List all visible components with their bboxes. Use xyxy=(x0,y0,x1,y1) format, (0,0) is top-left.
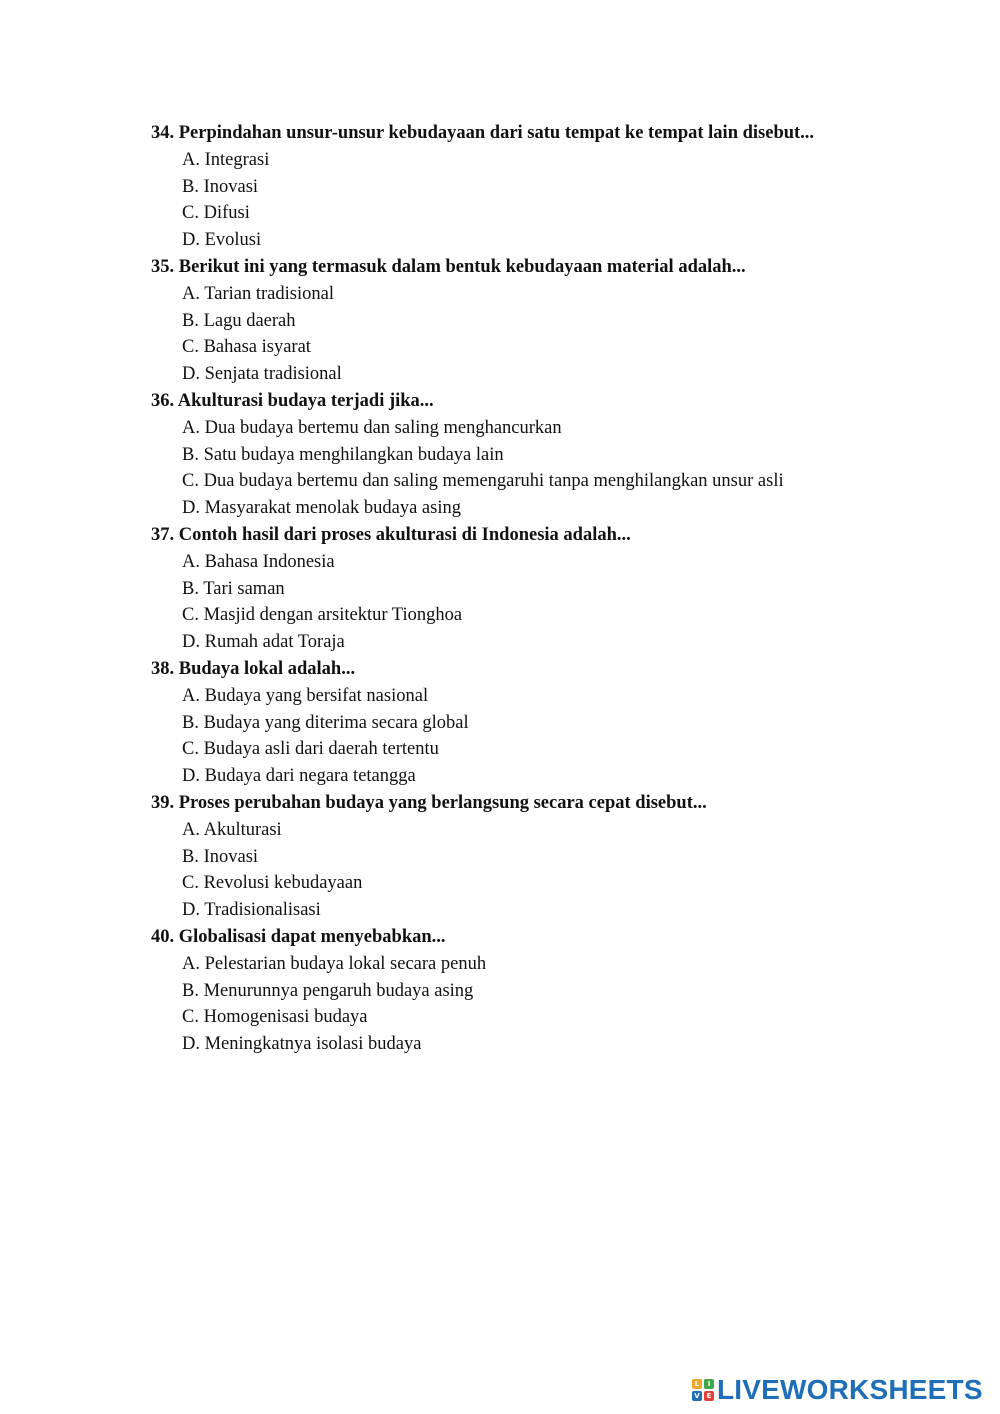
question-text: 36. Akulturasi budaya terjadi jika... xyxy=(151,390,434,411)
option-c: C. Difusi xyxy=(182,203,250,224)
option-c: C. Revolusi kebudayaan xyxy=(182,873,363,894)
option-a: A. Tarian tradisional xyxy=(182,283,334,304)
worksheet xyxy=(151,120,951,1058)
option-b: B. Lagu daerah xyxy=(182,310,296,331)
option-c: C. Homogenisasi budaya xyxy=(182,1007,368,1028)
option-d: D. Evolusi xyxy=(182,230,262,251)
option-b: B. Inovasi xyxy=(182,176,259,197)
logo-tile-v: V xyxy=(692,1391,702,1401)
question-35 xyxy=(151,254,951,388)
option-b: B. Satu budaya menghilangkan budaya lain xyxy=(182,444,504,465)
option-c: C. Bahasa isyarat xyxy=(182,337,311,358)
option-a: A. Bahasa Indonesia xyxy=(182,551,335,572)
option-b: B. Inovasi xyxy=(182,846,259,867)
option-a: A. Integrasi xyxy=(182,149,270,170)
option-c: C. Masjid dengan arsitektur Tionghoa xyxy=(182,605,463,626)
option-a: A. Pelestarian budaya lokal secara penuh xyxy=(182,953,487,974)
option-a: A. Akulturasi xyxy=(182,819,282,840)
question-40 xyxy=(151,924,951,1058)
logo-tile-i: I xyxy=(704,1379,714,1389)
option-c: C. Budaya asli dari daerah tertentu xyxy=(182,739,439,760)
option-b: B. Menurunnya pengaruh budaya asing xyxy=(182,980,474,1001)
logo-text: LIVEWORKSHEETS xyxy=(717,1374,983,1405)
question-37 xyxy=(151,522,951,656)
question-text: 35. Berikut ini yang termasuk dalam bentuk kebudayaan material adalah... xyxy=(151,256,746,277)
logo-tile-e: E xyxy=(704,1391,714,1401)
option-d: D. Budaya dari negara tetangga xyxy=(182,766,416,787)
question-text: 38. Budaya lokal adalah... xyxy=(151,658,356,679)
question-text: 34. Perpindahan unsur-unsur kebudayaan dari satu tempat ke tempat lain disebut... xyxy=(151,123,815,143)
option-a: A. Budaya yang bersifat nasional xyxy=(182,685,429,706)
logo-tile-l: L xyxy=(692,1379,702,1389)
option-a: A. Dua budaya bertemu dan saling menghancurkan xyxy=(182,417,562,438)
option-d: D. Senjata tradisional xyxy=(182,364,342,385)
option-d: D. Rumah adat Toraja xyxy=(182,632,345,653)
liveworksheets-logo xyxy=(692,1374,983,1406)
option-b: B. Tari saman xyxy=(182,578,285,599)
question-text: 37. Contoh hasil dari proses akulturasi di Indonesia adalah... xyxy=(151,524,631,545)
question-38 xyxy=(151,656,951,790)
option-d: D. Masyarakat menolak budaya asing xyxy=(182,498,461,519)
question-36 xyxy=(151,388,951,522)
option-c: C. Dua budaya bertemu dan saling memengaruhi tanpa menghilangkan unsur asli xyxy=(182,471,784,492)
logo-mark-icon xyxy=(692,1379,714,1401)
question-34 xyxy=(151,120,951,254)
option-d: D. Tradisionalisasi xyxy=(182,900,321,921)
option-d: D. Meningkatnya isolasi budaya xyxy=(182,1034,422,1055)
question-text: 39. Proses perubahan budaya yang berlangsung secara cepat disebut... xyxy=(151,792,707,813)
question-39 xyxy=(151,790,951,924)
option-b: B. Budaya yang diterima secara global xyxy=(182,712,469,733)
question-text: 40. Globalisasi dapat menyebabkan... xyxy=(151,926,446,947)
